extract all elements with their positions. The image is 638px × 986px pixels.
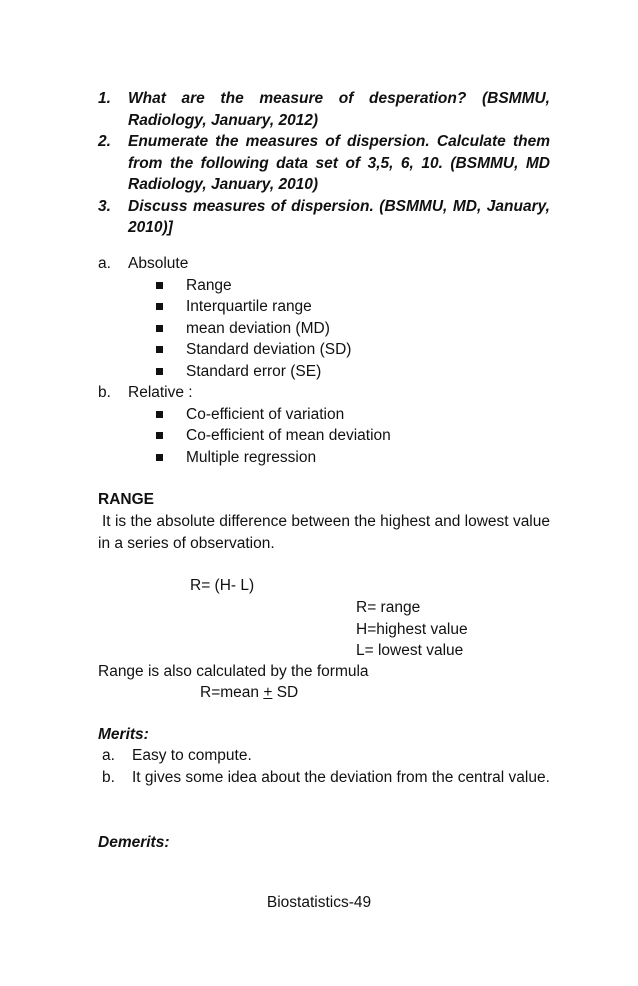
list-item-text: mean deviation (MD)	[186, 319, 330, 337]
merit-letter: b.	[102, 768, 115, 786]
list-item	[98, 275, 558, 297]
legend-item: H=highest value	[356, 620, 468, 638]
list-item-text: Standard deviation (SD)	[186, 341, 352, 358]
list-item	[98, 296, 558, 318]
legend-item: L= lowest value	[356, 642, 464, 659]
list-item	[98, 361, 558, 383]
question-item	[98, 131, 550, 196]
question-text: Enumerate the measures of dispersion. Calculate them from the following data set of 3,5, 6, 10. (BSMMU, MD Radiology, January, 2010)	[128, 133, 550, 193]
question-number: 3.	[98, 197, 111, 215]
category-title: Relative :	[128, 384, 193, 401]
square-bullet-icon	[156, 303, 163, 310]
question-number: 2.	[98, 133, 111, 150]
square-bullet-icon	[156, 282, 163, 289]
category-label	[98, 253, 558, 275]
square-bullet-icon	[156, 411, 163, 418]
formula-part: R=mean	[200, 684, 264, 701]
list-item	[98, 318, 558, 340]
merit-letter: a.	[102, 747, 115, 764]
list-item-text: Multiple regression	[186, 448, 317, 466]
range-formula: R= (H- L)	[190, 577, 255, 594]
category-letter: b.	[98, 384, 111, 401]
question-item	[98, 88, 550, 131]
list-item	[98, 425, 558, 447]
page-footer: Biostatistics-49	[266, 894, 372, 911]
question-list	[98, 88, 550, 239]
list-item	[98, 404, 558, 426]
question-text: Discuss measures of dispersion. (BSMMU, MD, January, 2010)]	[128, 197, 550, 236]
category-letter: a.	[98, 255, 111, 272]
list-item-text: Interquartile range	[186, 298, 312, 315]
demerits-heading: Demerits:	[98, 834, 170, 851]
merit-text: Easy to compute.	[132, 747, 252, 764]
question-item	[98, 196, 550, 239]
formula-part: SD	[272, 684, 299, 701]
list-item	[98, 339, 558, 361]
range-heading: RANGE	[98, 491, 154, 508]
question-number: 1.	[98, 90, 111, 107]
merit-text: It gives some idea about the deviation from the central value.	[132, 768, 550, 786]
square-bullet-icon	[156, 432, 163, 439]
absolute-measures-list	[98, 275, 558, 383]
list-item	[98, 745, 550, 767]
relative-measures-list	[98, 404, 558, 469]
list-item-text: Co-efficient of variation	[186, 405, 345, 423]
square-bullet-icon	[156, 346, 163, 353]
list-item	[98, 767, 550, 789]
list-item-text: Co-efficient of mean deviation	[186, 427, 391, 444]
merits-list	[98, 745, 550, 788]
list-item-text: Range	[186, 276, 232, 294]
range-definition: It is the absolute difference between the highest and lowest value in a series of observation.	[98, 513, 550, 552]
formula-legend	[356, 597, 468, 662]
square-bullet-icon	[156, 368, 163, 375]
square-bullet-icon	[156, 454, 163, 461]
category-label	[98, 382, 558, 404]
list-item-text: Standard error (SE)	[186, 362, 322, 380]
list-item	[98, 447, 558, 469]
legend-item: R= range	[356, 599, 421, 616]
alternate-formula	[200, 682, 298, 704]
merits-heading: Merits:	[98, 726, 149, 743]
alternate-formula-intro: Range is also calculated by the formula	[98, 663, 369, 680]
category-title: Absolute	[128, 255, 189, 272]
square-bullet-icon	[156, 325, 163, 332]
plus-minus-symbol: +	[263, 684, 273, 701]
category-relative	[98, 382, 558, 468]
question-text: What are the measure of desperation? (BSMMU, Radiology, January, 2012)	[128, 90, 550, 129]
category-absolute	[98, 253, 558, 382]
